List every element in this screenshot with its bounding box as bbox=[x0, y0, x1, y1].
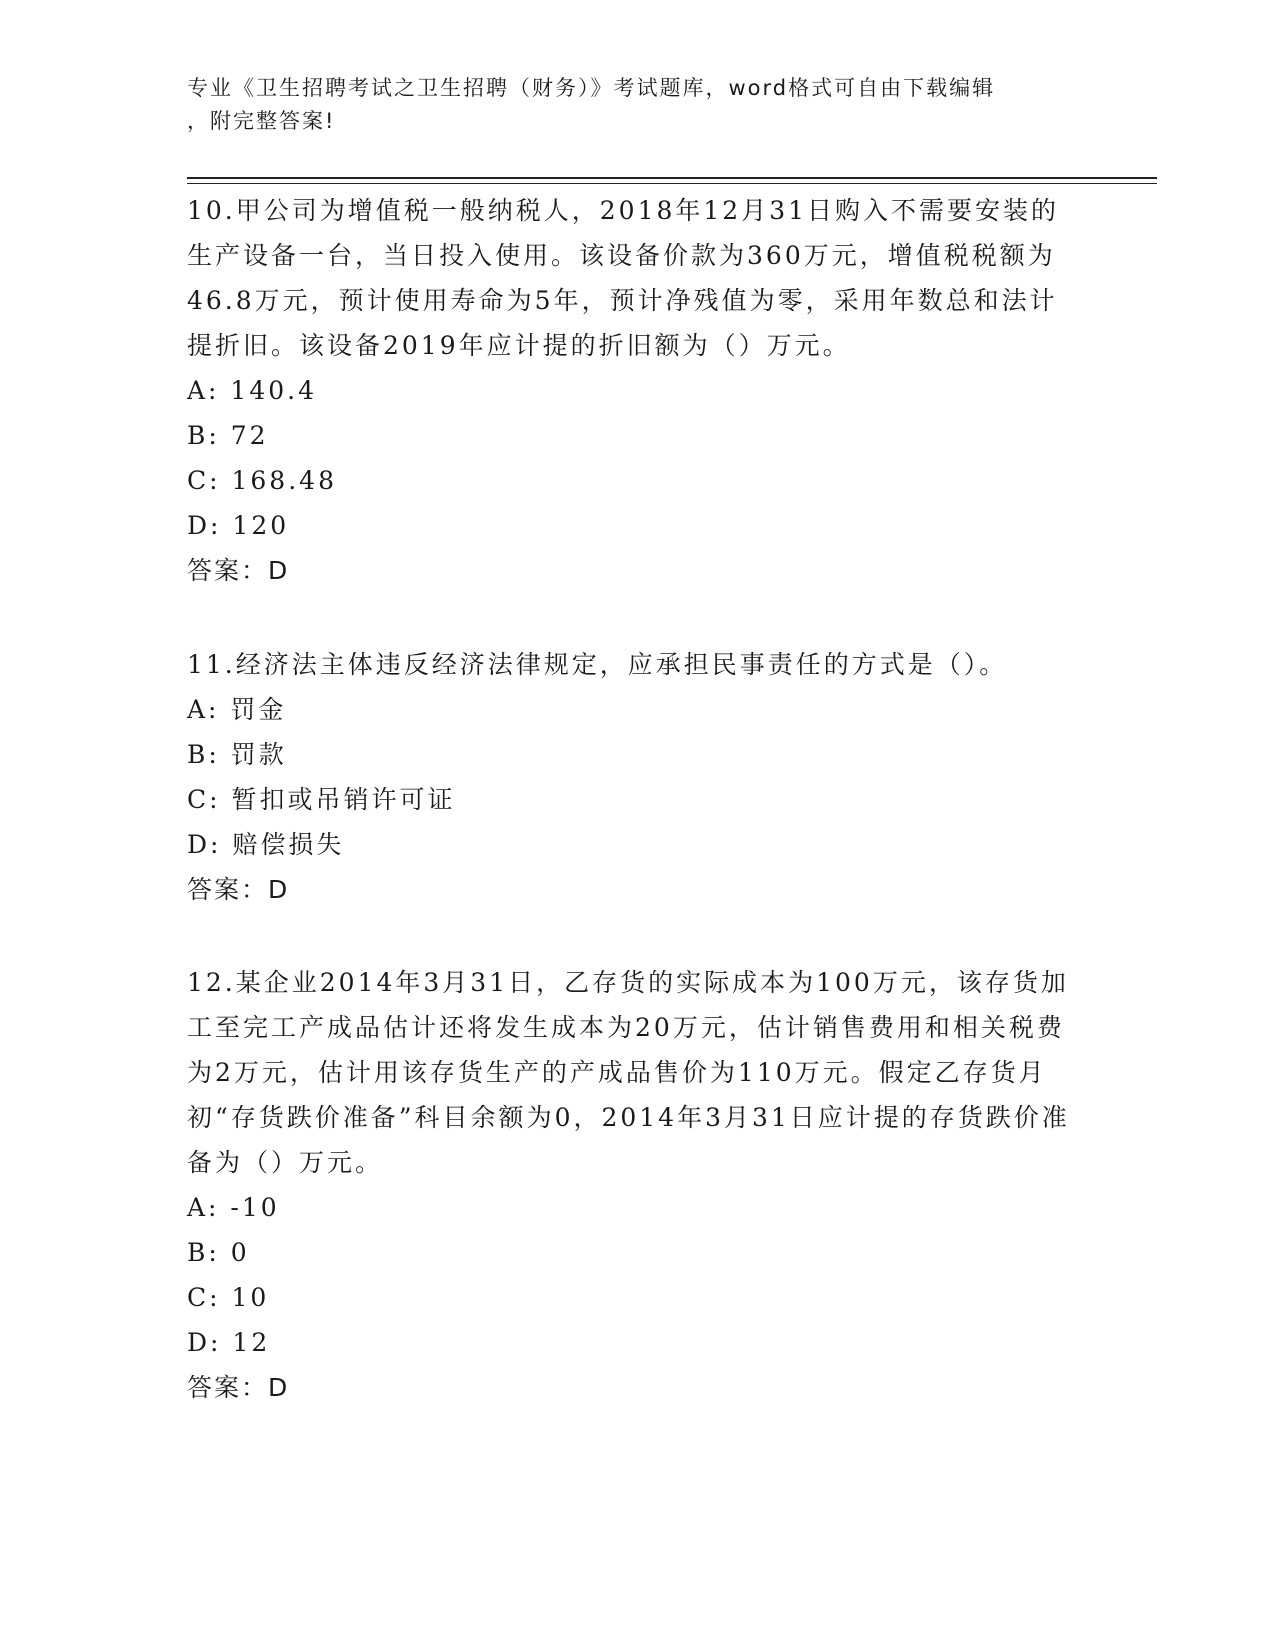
question-text: 10.甲公司为增值税一般纳税人，2018年12月31日购入不需要安装的生产设备一台，当日投入使用。该设备价款为360万元，增值税税额为46.8万元，预计使用寿命为5年，预计净残值为零，采用年数总和法计提折旧。该设备2019年应计提的折旧额为（）万元。 bbox=[187, 196, 1060, 360]
answer: 答案：D bbox=[187, 875, 290, 904]
option-a: A: 140.4 bbox=[187, 376, 317, 405]
question-10 bbox=[187, 188, 1077, 593]
option-a: A: -10 bbox=[187, 1193, 280, 1222]
option-d: D: 赔偿损失 bbox=[187, 830, 345, 859]
option-c: C: 168.48 bbox=[187, 466, 337, 495]
question-11 bbox=[187, 642, 1077, 912]
question-12 bbox=[187, 960, 1077, 1410]
document-header bbox=[187, 72, 1087, 138]
option-c: C: 10 bbox=[187, 1283, 270, 1312]
question-text: 11.经济法主体违反经济法律规定，应承担民事责任的方式是（）。 bbox=[187, 650, 1008, 679]
header-divider-thin bbox=[187, 183, 1157, 184]
option-c: C: 暂扣或吊销许可证 bbox=[187, 785, 456, 814]
option-d: D: 12 bbox=[187, 1328, 271, 1357]
option-b: B: 罚款 bbox=[187, 740, 287, 769]
question-text: 12.某企业2014年3月31日，乙存货的实际成本为100万元，该存货加工至完工产成品估计还将发生成本为20万元，估计销售费用和相关税费为2万元，估计用该存货生产的产成品售价为110万元。假定乙存货月初“存货跌价准备”科目余额为0，2014年3月31日应计提的存货跌价准备为（）万元。 bbox=[187, 968, 1070, 1177]
header-divider-thick bbox=[187, 177, 1157, 179]
header-line-2: ，附完整答案! bbox=[187, 109, 336, 133]
answer: 答案：D bbox=[187, 556, 290, 585]
option-b: B: 72 bbox=[187, 421, 269, 450]
option-b: B: 0 bbox=[187, 1238, 250, 1267]
option-a: A: 罚金 bbox=[187, 695, 287, 724]
option-d: D: 120 bbox=[187, 511, 290, 540]
answer: 答案：D bbox=[187, 1373, 290, 1402]
header-line-1: 专业《卫生招聘考试之卫生招聘（财务）》考试题库，word格式可自由下载编辑 bbox=[187, 76, 996, 100]
